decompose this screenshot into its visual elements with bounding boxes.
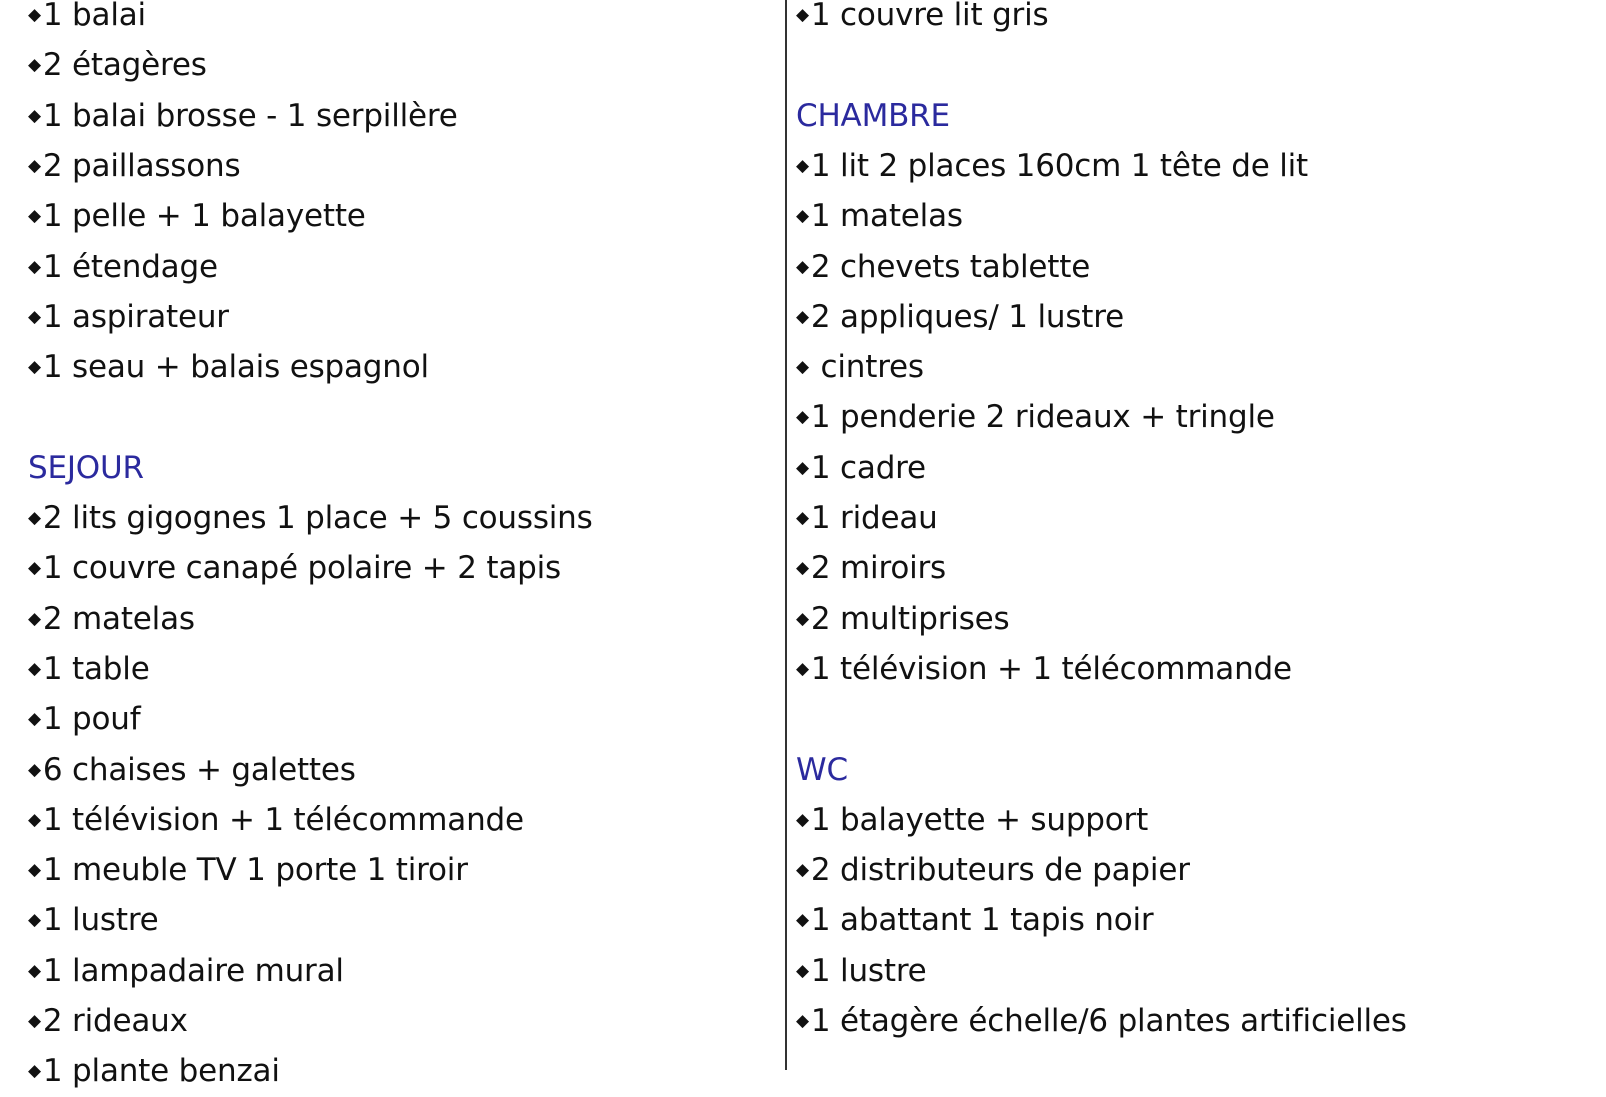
list-item: [28, 945, 344, 997]
bullet-icon: ◆: [796, 809, 809, 830]
list-item: [28, 140, 240, 192]
list-item-text: 2 miroirs: [810, 550, 947, 587]
list-item: [796, 995, 1407, 1047]
list-item: [28, 90, 458, 142]
list-item-text: 1 couvre canapé polaire + 2 tapis: [42, 550, 561, 587]
list-item-text: 1 télévision + 1 télécommande: [42, 801, 524, 838]
bullet-icon: ◆: [796, 508, 809, 528]
list-item-text: 2 distributeurs de papier: [810, 852, 1190, 889]
list-item: [28, 744, 356, 796]
list-item: [28, 492, 593, 544]
list-item: [796, 442, 926, 494]
list-item: [796, 341, 924, 393]
list-item: [796, 391, 1275, 443]
list-item: [796, 291, 1124, 343]
list-item: [28, 844, 468, 896]
list-item-text: 1 plante benzai: [42, 1053, 280, 1090]
list-item: [796, 794, 1148, 846]
bullet-icon: ◆: [796, 256, 809, 277]
bullet-icon: ◆: [796, 1011, 809, 1031]
bullet-icon: ◆: [28, 1061, 41, 1082]
list-item-text: 1 seau + balais espagnol: [42, 349, 429, 386]
list-item: [28, 693, 140, 745]
list-item: [796, 542, 946, 594]
bullet-icon: ◆: [796, 558, 809, 579]
list-item-text: 1 étendage: [42, 248, 218, 285]
list-item-text: cintres: [810, 349, 924, 386]
bullet-icon: ◆: [796, 206, 809, 227]
section-heading: WC: [796, 751, 848, 788]
list-item: [28, 190, 366, 242]
list-item-text: 2 appliques/ 1 lustre: [810, 298, 1124, 335]
bullet-icon: ◆: [28, 658, 41, 679]
list-item-text: 1 table: [42, 650, 150, 687]
list-item: [28, 241, 218, 293]
list-item-text: 2 étagères: [42, 47, 207, 84]
list-item-text: 2 paillassons: [42, 147, 241, 184]
list-item-text: 1 matelas: [810, 198, 963, 235]
list-item-text: 2 matelas: [42, 600, 195, 637]
list-item-text: 1 balayette + support: [810, 801, 1149, 838]
list-item: [28, 341, 429, 393]
list-item: [796, 190, 963, 242]
list-item-text: 1 rideau: [810, 500, 938, 536]
bullet-icon: ◆: [796, 960, 809, 981]
bullet-icon: ◆: [28, 105, 41, 126]
list-item-text: 2 chevets tablette: [810, 248, 1091, 285]
bullet-icon: ◆: [28, 709, 41, 730]
list-item: [28, 542, 561, 594]
bullet-icon: ◆: [28, 759, 41, 780]
list-item-text: 1 penderie 2 rideaux + tringle: [810, 399, 1275, 436]
bullet-icon: ◆: [28, 809, 41, 830]
list-item-text: 1 lustre: [42, 902, 159, 939]
list-item: [28, 291, 229, 343]
list-item-text: 1 balai: [42, 0, 146, 33]
list-item-text: 1 lampadaire mural: [42, 952, 344, 989]
list-item-text: 2 multiprises: [810, 600, 1010, 637]
section-heading: CHAMBRE: [796, 97, 950, 134]
bullet-icon: ◆: [796, 860, 809, 881]
left-column: [28, 0, 788, 1090]
bullet-icon: ◆: [28, 960, 41, 981]
bullet-icon: ◆: [796, 155, 809, 176]
bullet-icon: ◆: [28, 55, 41, 76]
bullet-icon: ◆: [28, 357, 41, 378]
list-item-text: 1 cadre: [810, 449, 926, 486]
bullet-icon: ◆: [28, 558, 41, 579]
section-heading: SEJOUR: [28, 449, 144, 486]
list-item-text: 1 pelle + 1 balayette: [42, 198, 366, 235]
bullet-icon: ◆: [796, 5, 809, 25]
list-item: [28, 1045, 280, 1097]
list-item-text: 2 lits gigognes 1 place + 5 coussins: [42, 500, 593, 536]
bullet-icon: ◆: [28, 306, 41, 327]
list-item: [796, 0, 1048, 41]
bullet-icon: ◆: [28, 206, 41, 227]
bullet-icon: ◆: [796, 608, 809, 629]
list-item-text: 2 rideaux: [42, 1003, 188, 1039]
bullet-icon: ◆: [28, 256, 41, 277]
bullet-icon: ◆: [28, 910, 41, 931]
list-item-text: 1 pouf: [42, 701, 141, 738]
list-item: [796, 140, 1308, 192]
bullet-icon: ◆: [796, 658, 809, 679]
list-item-text: 6 chaises + galettes: [42, 751, 356, 788]
list-item: [28, 894, 159, 946]
bullet-icon: ◆: [28, 508, 41, 528]
list-item: [796, 945, 927, 997]
list-item: [796, 241, 1090, 293]
bullet-icon: ◆: [28, 608, 41, 629]
bullet-icon: ◆: [28, 1011, 41, 1031]
list-item-text: 1 étagère échelle/6 plantes artificielles: [810, 1003, 1407, 1039]
bullet-icon: ◆: [28, 155, 41, 176]
bullet-icon: ◆: [796, 910, 809, 931]
list-item: [796, 894, 1153, 946]
list-item-text: 1 balai brosse - 1 serpillère: [42, 97, 458, 134]
bullet-icon: ◆: [796, 457, 809, 478]
bullet-icon: ◆: [28, 5, 41, 25]
list-item: [796, 492, 938, 544]
list-item: [28, 39, 207, 91]
list-item-text: 1 lustre: [810, 952, 927, 989]
bullet-icon: ◆: [796, 357, 809, 378]
list-item-text: 1 couvre lit gris: [810, 0, 1049, 33]
list-item: [28, 794, 524, 846]
list-item-text: 1 aspirateur: [42, 298, 229, 335]
list-item: [28, 643, 150, 695]
list-item-text: 1 télévision + 1 télécommande: [810, 650, 1292, 687]
list-item-text: 1 lit 2 places 160cm 1 tête de lit: [810, 147, 1309, 184]
bullet-icon: ◆: [796, 306, 809, 327]
list-item: [796, 643, 1292, 695]
list-item-text: 1 meuble TV 1 porte 1 tiroir: [42, 852, 468, 889]
list-item: [28, 0, 146, 41]
list-item: [796, 844, 1190, 896]
list-item: [796, 593, 1010, 645]
right-column: [796, 0, 1556, 1070]
bullet-icon: ◆: [28, 860, 41, 881]
list-item: [28, 995, 188, 1047]
list-item: [28, 593, 195, 645]
bullet-icon: ◆: [796, 407, 809, 428]
list-item-text: 1 abattant 1 tapis noir: [810, 902, 1154, 939]
